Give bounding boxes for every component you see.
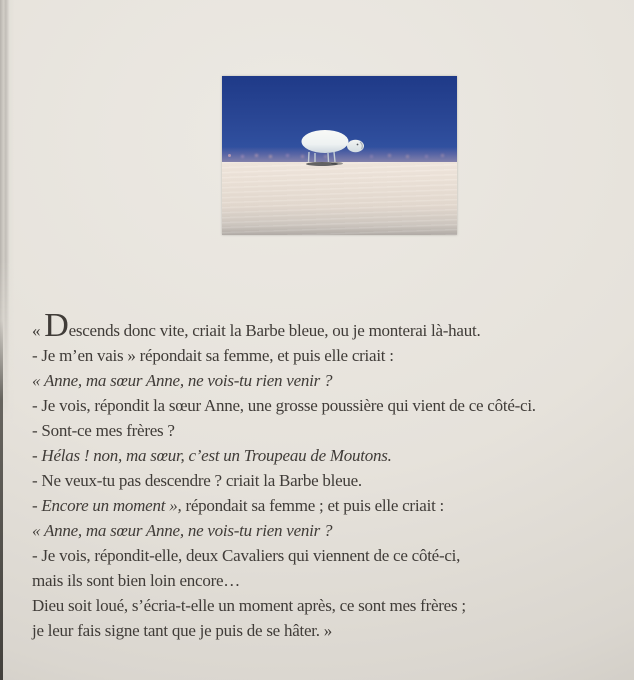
text-segment: escends donc vite, criait la Barbe bleue, ou je monterai là-haut. bbox=[68, 321, 481, 340]
text-line bbox=[32, 568, 632, 593]
text-segment: « Anne, ma sœur Anne, ne vois-tu rien venir ? bbox=[32, 371, 333, 390]
text-line bbox=[32, 468, 632, 493]
text-line bbox=[32, 493, 632, 518]
text-line bbox=[32, 543, 632, 568]
text-segment: - Je m’en vais » répondait sa femme, et puis elle criait : bbox=[32, 346, 394, 365]
text-segment: Dieu soit loué, s’écria-t-elle un moment après, ce sont mes frères ; bbox=[32, 596, 466, 615]
text-line bbox=[32, 443, 632, 468]
drop-cap: D bbox=[44, 307, 69, 344]
text-line bbox=[32, 307, 632, 344]
text-line bbox=[32, 343, 632, 368]
text-segment: « Anne, ma sœur Anne, ne vois-tu rien venir ? bbox=[32, 521, 333, 540]
sheep-shadow bbox=[331, 162, 343, 165]
text-segment: je leur fais signe tant que je puis de se hâter. » bbox=[32, 621, 333, 640]
sheep-figure bbox=[300, 128, 366, 168]
text-segment: mais ils sont bien loin encore… bbox=[32, 571, 241, 590]
text-segment: - Sont-ce mes frères ? bbox=[32, 421, 175, 440]
text-segment: « bbox=[32, 321, 45, 340]
text-line bbox=[32, 368, 632, 393]
sheep-head bbox=[347, 140, 364, 152]
text-line bbox=[32, 518, 632, 543]
text-segment: - Je vois, répondit-elle, deux Cavaliers qui viennent de ce côté-ci, bbox=[32, 546, 461, 565]
text-segment: - Encore un moment », bbox=[32, 496, 182, 515]
text-line bbox=[32, 393, 632, 418]
sheep-legs bbox=[309, 152, 336, 162]
text-segment: - Ne veux-tu pas descendre ? criait la Barbe bleue. bbox=[32, 471, 362, 490]
text-segment: répondait sa femme ; et puis elle criait : bbox=[181, 496, 445, 515]
text-line bbox=[32, 593, 632, 618]
sheep-eye bbox=[357, 144, 359, 146]
page-left-dark-edge bbox=[0, 320, 3, 680]
sheep-body bbox=[302, 130, 349, 153]
illustration-sand bbox=[222, 162, 457, 235]
illustration-haze-dots bbox=[228, 154, 231, 157]
story-text bbox=[32, 307, 632, 643]
text-segment: - Je vois, répondit la sœur Anne, une grosse poussière qui vient de ce côté-ci. bbox=[32, 396, 536, 415]
text-line bbox=[32, 618, 632, 643]
text-line bbox=[32, 418, 632, 443]
book-illustration bbox=[222, 76, 457, 235]
text-segment: - Hélas ! non, ma sœur, c’est un Troupeau de Moutons. bbox=[32, 446, 392, 465]
